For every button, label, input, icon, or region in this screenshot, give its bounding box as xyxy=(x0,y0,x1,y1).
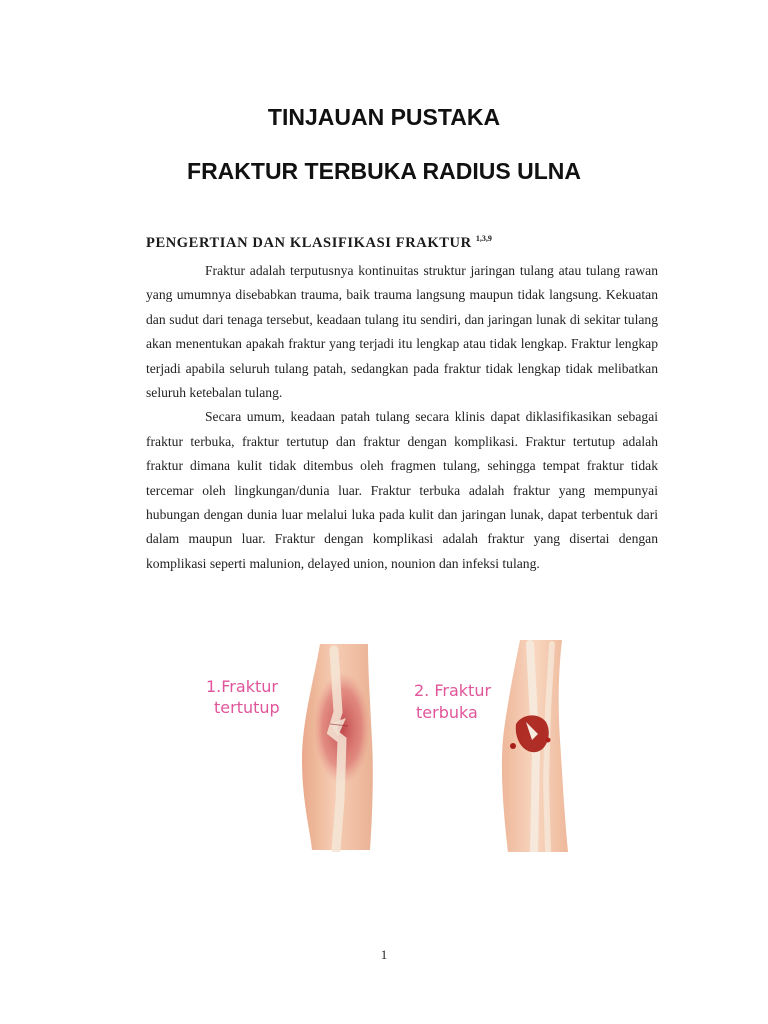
label-open-fracture-line-2: terbuka xyxy=(416,703,478,722)
body-text xyxy=(146,259,658,576)
section-heading xyxy=(146,234,492,252)
closed-fracture-limb xyxy=(302,644,373,850)
paragraph-classification: Secara umum, keadaan patah tulang secara klinis dapat diklasifikasikan sebagai fraktur terbuka, fraktur tertutup dan fraktur dengan komplikasi. Fraktur tertutup adalah fraktur dimana kulit tidak ditembus oleh fragmen tulang, sehingga tempat fraktur tidak tercemar oleh lingkungan/dunia luar. Fraktur terbuka adalah fraktur yang mempunyai hubungan dengan dunia luar melalui luka pada kulit dan jaringan lunak, dapat terbentuk dari dalam maupun luar. Fraktur dengan komplikasi adalah fraktur yang disertai dengan komplikasi seperti malunion, delayed union, nounion dan infeksi tulang. xyxy=(146,409,658,571)
section-references: 1,3,9 xyxy=(475,234,492,243)
title-line-1: TINJAUAN PUSTAKA xyxy=(267,104,501,130)
paragraph-definition: Fraktur adalah terputusnya kontinuitas struktur jaringan tulang atau tulang rawan yang umumnya disebabkan trauma, baik trauma langsung maupun tidak langsung. Kekuatan dan sudut dari tenaga tersebut, keadaan tulang itu sendiri, dan jaringan lunak di sekitar tulang akan menentukan apakah fraktur yang terjadi itu lengkap atau tidak lengkap. Fraktur lengkap terjadi apabila seluruh tulang patah, sedangkan pada fraktur tidak lengkap tidak melibatkan seluruh ketebalan tulang. xyxy=(146,263,658,401)
open-fracture-limb xyxy=(502,640,568,852)
label-open-fracture-line-1: 2. Fraktur xyxy=(414,681,492,700)
label-closed-fracture-line-1: 1.Fraktur xyxy=(206,677,278,696)
section-heading-text: PENGERTIAN DAN KLASIFIKASI FRAKTUR xyxy=(146,234,472,251)
fracture-illustration xyxy=(202,640,587,852)
page-number: 1 xyxy=(380,947,388,962)
label-closed-fracture-line-2: tertutup xyxy=(214,698,280,717)
title-line-2: FRAKTUR TERBUKA RADIUS ULNA xyxy=(187,158,581,184)
